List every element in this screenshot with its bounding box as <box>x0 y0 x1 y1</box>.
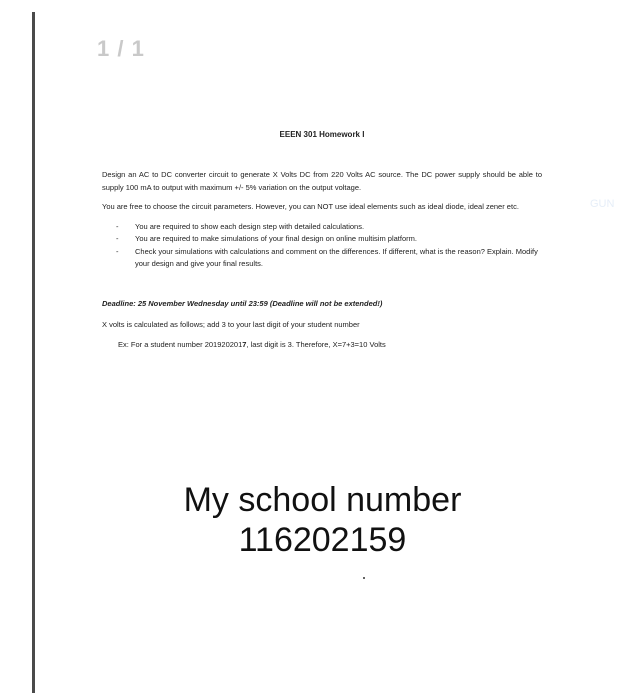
list-item-text: You are required to show each design step with detailed calculations. <box>135 221 365 231</box>
bullet-dash: - <box>116 234 119 243</box>
bullet-dash: - <box>116 221 119 231</box>
page-indicator: 1 / 1 <box>97 36 145 61</box>
example-bold-digit: 7 <box>242 339 247 349</box>
paragraph-task: Design an AC to DC converter circuit to generate X Volts DC from 220 Volts AC source. The DC power supply should be able to supply 100 mA to output with maximum +/- 5% variation on the output voltage. <box>102 170 542 192</box>
example-prefix: Ex: For a student number 201920201 <box>118 339 243 349</box>
bullet-dash: - <box>116 246 119 256</box>
xvolts-text: X volts is calculated as follows; add 3 to your last digit of your student number <box>102 319 360 329</box>
paragraph-parameters: You are free to choose the circuit parameters. However, you can NOT use ideal elements such as ideal diode, ideal zener etc. <box>102 202 519 211</box>
list-item <box>116 246 542 271</box>
example-text <box>118 339 542 351</box>
document-title: EEEN 301 Homework I <box>279 130 365 139</box>
list-item-text: Check your simulations with calculations and comment on the differences. If different, what is the reason? Explain. Modify your design and give your final results. <box>135 246 538 268</box>
list-item-text: You are required to make simulations of your final design on online multisim platform. <box>135 234 417 243</box>
stray-dot <box>363 577 365 579</box>
list-item <box>116 221 542 234</box>
school-number-label: My school number <box>183 481 462 519</box>
left-divider <box>32 12 35 693</box>
requirements-list <box>116 221 542 271</box>
example-suffix: , last digit is 3. Therefore, X=7+3=10 Volts <box>246 339 386 349</box>
faded-text: GUN <box>590 198 615 210</box>
school-number-note <box>160 480 485 560</box>
deadline-text: Deadline: 25 November Wednesday until 23:59 (Deadline will not be extended!) <box>102 298 383 308</box>
list-item <box>116 233 542 246</box>
document-page <box>102 130 542 351</box>
school-number-value: 116202159 <box>238 521 407 559</box>
